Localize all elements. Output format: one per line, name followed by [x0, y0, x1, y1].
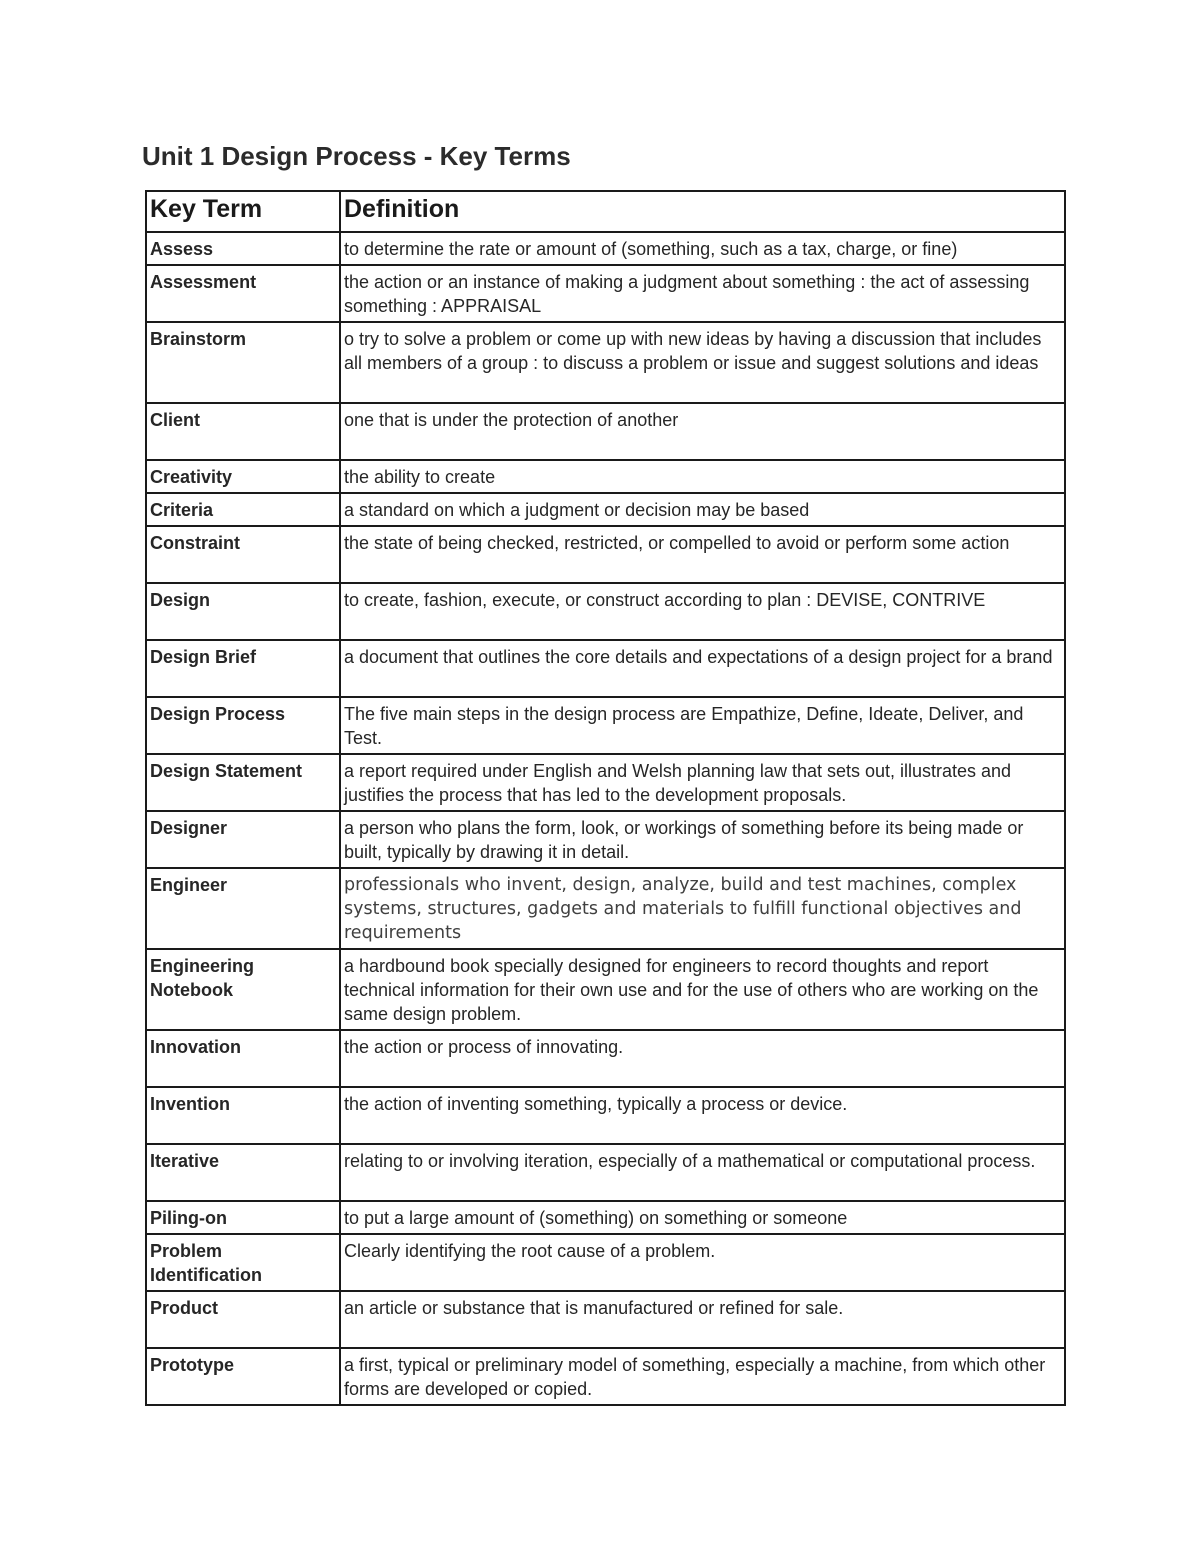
definition-cell: relating to or involving iteration, especially of a mathematical or computational process.	[340, 1144, 1065, 1201]
table-row	[146, 1030, 1065, 1087]
key-terms-table	[145, 190, 1066, 1406]
table-row	[146, 754, 1065, 811]
term-cell: Assess	[146, 232, 340, 265]
table-row	[146, 403, 1065, 460]
term-cell: Assessment	[146, 265, 340, 322]
term-cell: Product	[146, 1291, 340, 1348]
definition-cell: a first, typical or preliminary model of something, especially a machine, from which other forms are developed or copied.	[340, 1348, 1065, 1405]
term-cell: Designer	[146, 811, 340, 868]
definition-cell: to create, fashion, execute, or construct according to plan : DEVISE, CONTRIVE	[340, 583, 1065, 640]
term-cell: Creativity	[146, 460, 340, 493]
table-row	[146, 583, 1065, 640]
term-cell: Innovation	[146, 1030, 340, 1087]
term-cell: Engineer	[146, 868, 340, 949]
definition-cell: the state of being checked, restricted, or compelled to avoid or perform some action	[340, 526, 1065, 583]
table-row	[146, 1234, 1065, 1291]
page-title: Unit 1 Design Process - Key Terms	[142, 141, 571, 171]
table-row	[146, 697, 1065, 754]
table-row	[146, 868, 1065, 949]
term-cell: Design Statement	[146, 754, 340, 811]
table-row	[146, 526, 1065, 583]
definition-cell: an article or substance that is manufactured or refined for sale.	[340, 1291, 1065, 1348]
table-row	[146, 1291, 1065, 1348]
definition-cell: a standard on which a judgment or decision may be based	[340, 493, 1065, 526]
table-row	[146, 640, 1065, 697]
definition-cell: professionals who invent, design, analyze, build and test machines, complex systems, structures, gadgets and materials to fulfill functional objectives and requirements	[340, 868, 1065, 949]
definition-cell: the action or an instance of making a judgment about something : the act of assessing something : APPRAISAL	[340, 265, 1065, 322]
definition-cell: to put a large amount of (something) on something or someone	[340, 1201, 1065, 1234]
term-cell: Piling-on	[146, 1201, 340, 1234]
definition-cell: a hardbound book specially designed for engineers to record thoughts and report technical information for their own use and for the use of others who are working on the same design problem.	[340, 949, 1065, 1030]
definition-cell: a document that outlines the core details and expectations of a design project for a brand	[340, 640, 1065, 697]
table-row	[146, 322, 1065, 403]
definition-cell: one that is under the protection of another	[340, 403, 1065, 460]
table-row	[146, 811, 1065, 868]
table-row	[146, 265, 1065, 322]
table-row	[146, 460, 1065, 493]
term-cell: Prototype	[146, 1348, 340, 1405]
definition-cell: The five main steps in the design process are Empathize, Define, Ideate, Deliver, and Test.	[340, 697, 1065, 754]
term-cell: Brainstorm	[146, 322, 340, 403]
definition-cell: a report required under English and Welsh planning law that sets out, illustrates and justifies the process that has led to the development proposals.	[340, 754, 1065, 811]
definition-cell: to determine the rate or amount of (something, such as a tax, charge, or fine)	[340, 232, 1065, 265]
definition-cell: the ability to create	[340, 460, 1065, 493]
definition-cell: the action of inventing something, typically a process or device.	[340, 1087, 1065, 1144]
term-cell: Engineering Notebook	[146, 949, 340, 1030]
table-row	[146, 493, 1065, 526]
definition-cell: the action or process of innovating.	[340, 1030, 1065, 1087]
column-header-definition: Definition	[340, 191, 1065, 232]
definition-cell: Clearly identifying the root cause of a problem.	[340, 1234, 1065, 1291]
term-cell: Iterative	[146, 1144, 340, 1201]
definition-cell: o try to solve a problem or come up with new ideas by having a discussion that includes all members of a group : to discuss a problem or issue and suggest solutions and ideas	[340, 322, 1065, 403]
table-row	[146, 1348, 1065, 1405]
term-cell: Constraint	[146, 526, 340, 583]
table-header-row	[146, 191, 1065, 232]
term-cell: Criteria	[146, 493, 340, 526]
term-cell: Problem Identification	[146, 1234, 340, 1291]
term-cell: Invention	[146, 1087, 340, 1144]
term-cell: Design Process	[146, 697, 340, 754]
table-row	[146, 232, 1065, 265]
term-cell: Client	[146, 403, 340, 460]
table-row	[146, 1087, 1065, 1144]
term-cell: Design	[146, 583, 340, 640]
definition-cell: a person who plans the form, look, or workings of something before its being made or built, typically by drawing it in detail.	[340, 811, 1065, 868]
table-row	[146, 1201, 1065, 1234]
column-header-key-term: Key Term	[146, 191, 340, 232]
table-row	[146, 1144, 1065, 1201]
term-cell: Design Brief	[146, 640, 340, 697]
table-row	[146, 949, 1065, 1030]
